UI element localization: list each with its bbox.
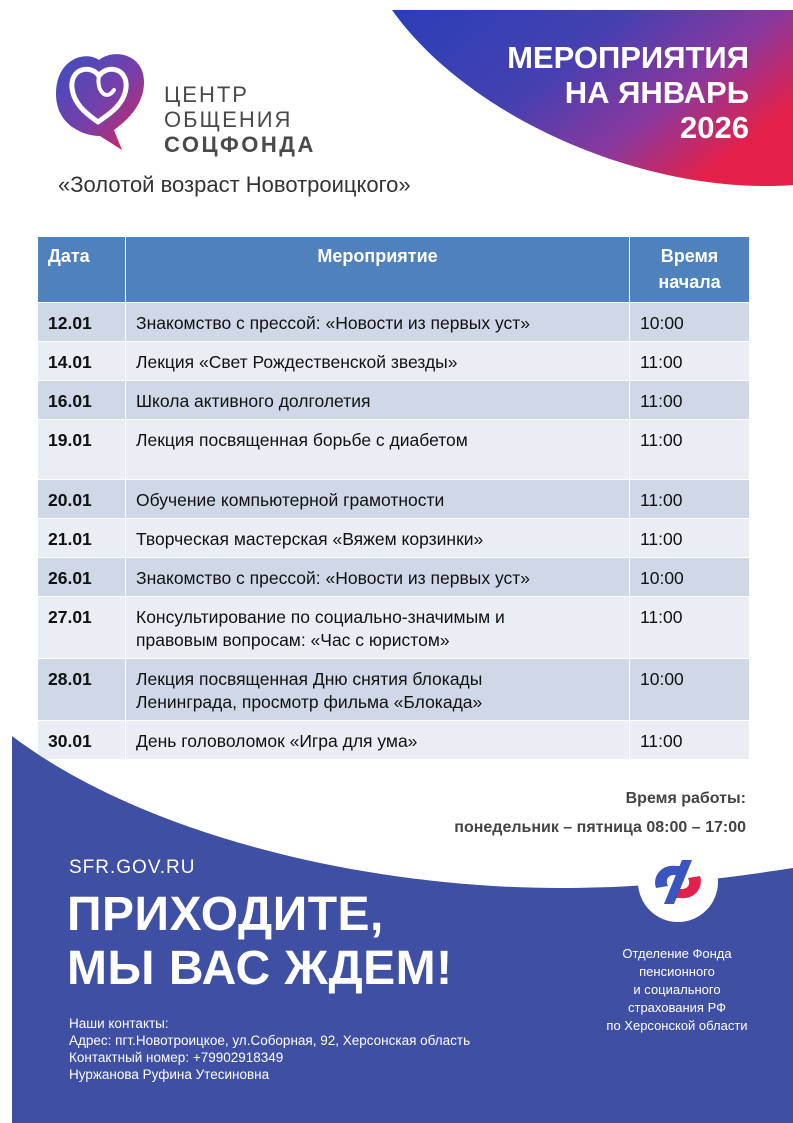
row-event: Творческая мастерская «Вяжем корзинки» xyxy=(126,519,630,558)
row-date: 27.01 xyxy=(38,597,126,659)
row-event: Лекция посвященная борьбе с диабетом xyxy=(126,420,630,480)
row-date: 30.01 xyxy=(38,721,126,760)
row-time: 10:00 xyxy=(630,303,750,342)
row-event: Знакомство с прессой: «Новости из первых уст» xyxy=(126,558,630,597)
heart-logo-icon xyxy=(52,50,147,150)
row-date: 21.01 xyxy=(38,519,126,558)
table-header-row xyxy=(38,237,750,303)
row-date: 14.01 xyxy=(38,342,126,381)
row-time: 11:00 xyxy=(630,420,750,480)
header-event: Мероприятие xyxy=(126,237,630,303)
table-row xyxy=(38,659,750,721)
tagline: «Золотой возраст Новотроицкого» xyxy=(58,172,411,197)
table-row xyxy=(38,420,750,480)
slogan: ПРИХОДИТЕ, МЫ ВАС ЖДЕМ! xyxy=(67,888,453,995)
row-event: Лекция «Свет Рождественской звезды» xyxy=(126,342,630,381)
logo-text: ЦЕНТР ОБЩЕНИЯ СОЦФОНДА xyxy=(164,82,316,157)
row-event: Знакомство с прессой: «Новости из первых уст» xyxy=(126,303,630,342)
organization-name: Отделение Фонда пенсионного и социального страхования РФ по Херсонской области xyxy=(606,946,748,1033)
row-time: 11:00 xyxy=(630,519,750,558)
table-row xyxy=(38,342,750,381)
table-row xyxy=(38,519,750,558)
row-event: День головоломок «Игра для ума» xyxy=(126,721,630,760)
table-row xyxy=(38,597,750,659)
row-time: 11:00 xyxy=(630,480,750,519)
table-row xyxy=(38,480,750,519)
header-time: Время начала xyxy=(630,237,750,303)
row-event: Лекция посвященная Дню снятия блокады Ленинграда, просмотр фильма «Блокада» xyxy=(126,659,630,721)
row-date: 28.01 xyxy=(38,659,126,721)
contacts-block: Наши контакты: Адрес: пгт.Новотроицкое, ул.Соборная, 92, Херсонская область Контактный номер: +79902918349 Нуржанова Руфина Утесиновна xyxy=(69,1016,471,1082)
row-time: 11:00 xyxy=(630,381,750,420)
row-time: 11:00 xyxy=(630,597,750,659)
table-row xyxy=(38,558,750,597)
row-date: 16.01 xyxy=(38,381,126,420)
row-event: Обучение компьютерной грамотности xyxy=(126,480,630,519)
row-time: 11:00 xyxy=(630,721,750,760)
row-time: 11:00 xyxy=(630,342,750,381)
header-date: Дата xyxy=(38,237,126,303)
working-hours-label: Время работы: xyxy=(625,790,746,807)
row-date: 12.01 xyxy=(38,303,126,342)
row-date: 26.01 xyxy=(38,558,126,597)
working-hours-value: понедельник – пятница 08:00 – 17:00 xyxy=(454,819,746,836)
row-event: Консультирование по социально-значимым и правовым вопросам: «Час с юристом» xyxy=(126,597,630,659)
row-time: 10:00 xyxy=(630,659,750,721)
row-date: 19.01 xyxy=(38,420,126,480)
website-link[interactable]: SFR.GOV.RU xyxy=(69,857,196,878)
sfr-logo-icon xyxy=(638,842,718,922)
table-row xyxy=(38,303,750,342)
row-time: 10:00 xyxy=(630,558,750,597)
banner-title: МЕРОПРИЯТИЯ НА ЯНВАРЬ 2026 xyxy=(507,40,749,145)
row-date: 20.01 xyxy=(38,480,126,519)
table-row xyxy=(38,381,750,420)
schedule-table xyxy=(37,236,750,760)
row-event: Школа активного долголетия xyxy=(126,381,630,420)
